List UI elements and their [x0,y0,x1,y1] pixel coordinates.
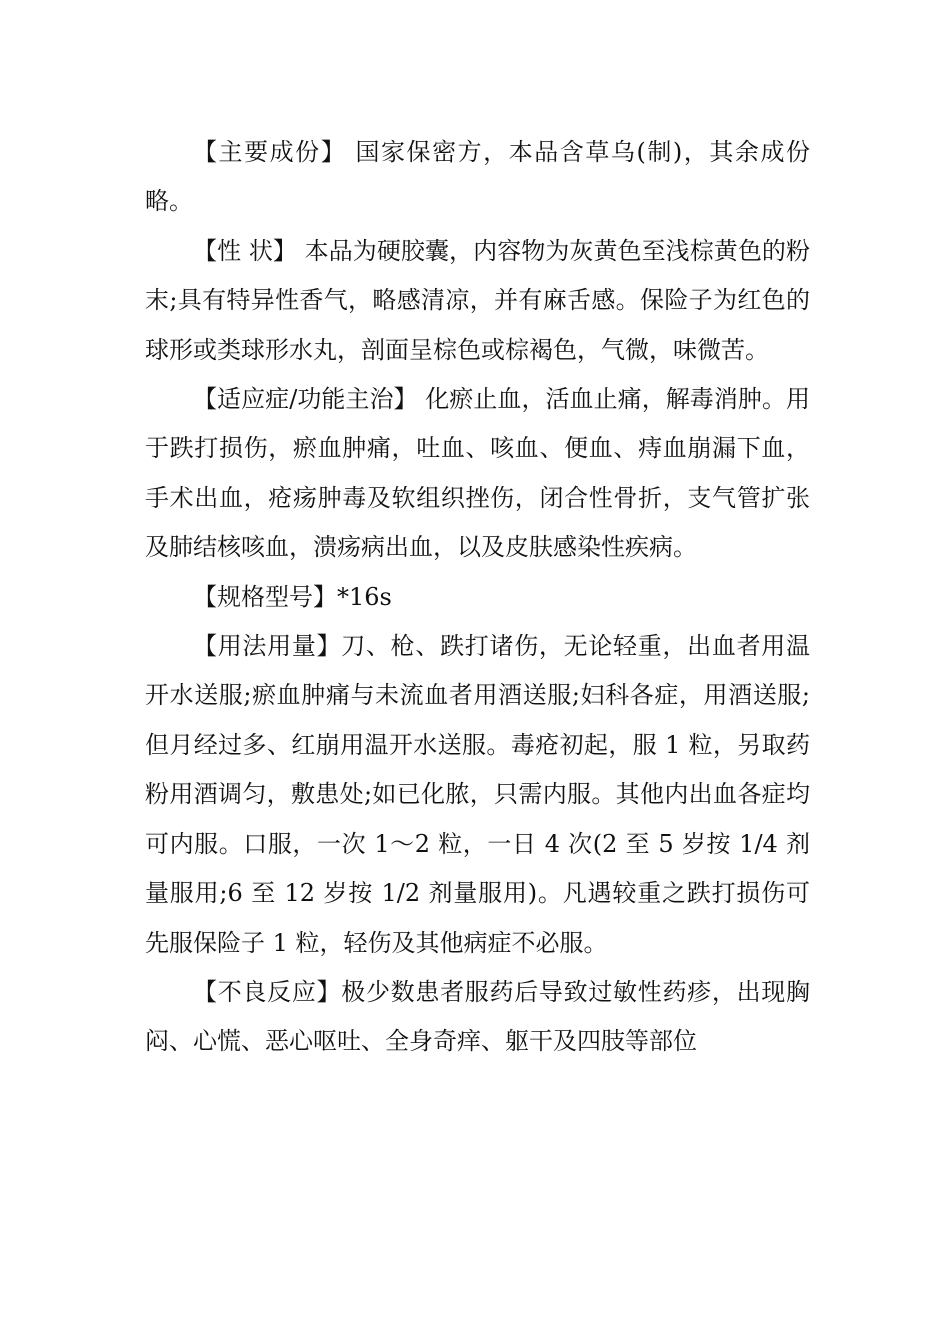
paragraph-properties: 【性 状】 本品为硬胶囊，内容物为灰黄色至浅棕黄色的粉末;具有特异性香气，略感清凉，并有麻舌感。保险子为红色的球形或类球形水丸，剖面呈棕色或棕褐色，气微，味微苦。 [145,236,810,364]
paragraph-adverse-reactions: 【不良反应】极少数患者服药后导致过敏性药疹，出现胸闷、心慌、恶心呕吐、全身奇痒、躯干及四肢等部位 [145,977,810,1056]
document-body [145,128,810,1067]
paragraph-ingredients: 【主要成份】 国家保密方，本品含草乌(制)，其余成份略。 [145,138,810,216]
paragraph-indications: 【适应症/功能主治】 化瘀止血，活血止痛，解毒消肿。用于跌打损伤，瘀血肿痛，吐血、咳血、便血、痔血崩漏下血，手术出血，疮疡肿毒及软组织挫伤，闭合性骨折，支气管扩张及肺结核咳血，溃疡病出血，以及皮肤感染性疾病。 [145,385,810,562]
paragraph-specification: 【规格型号】*16s [193,582,392,611]
paragraph-dosage: 【用法用量】刀、枪、跌打诸伤，无论轻重，出血者用温开水送服;瘀血肿痛与未流血者用酒送服;妇科各症，用酒送服;但月经过多、红崩用温开水送服。毒疮初起，服 1 粒，另取药粉用酒调匀，敷患处;如已化脓，只需内服。其他内出血各症均可内服。口服，一次 1～2 粒，一日 4 次(2 至 5 岁按 1/4 剂量服用;6 至 12 岁按 1/2 剂量服用)。凡遇较重之跌打损伤可先服保险子 1 粒，轻伤及其他病症不必服。 [145,632,810,957]
